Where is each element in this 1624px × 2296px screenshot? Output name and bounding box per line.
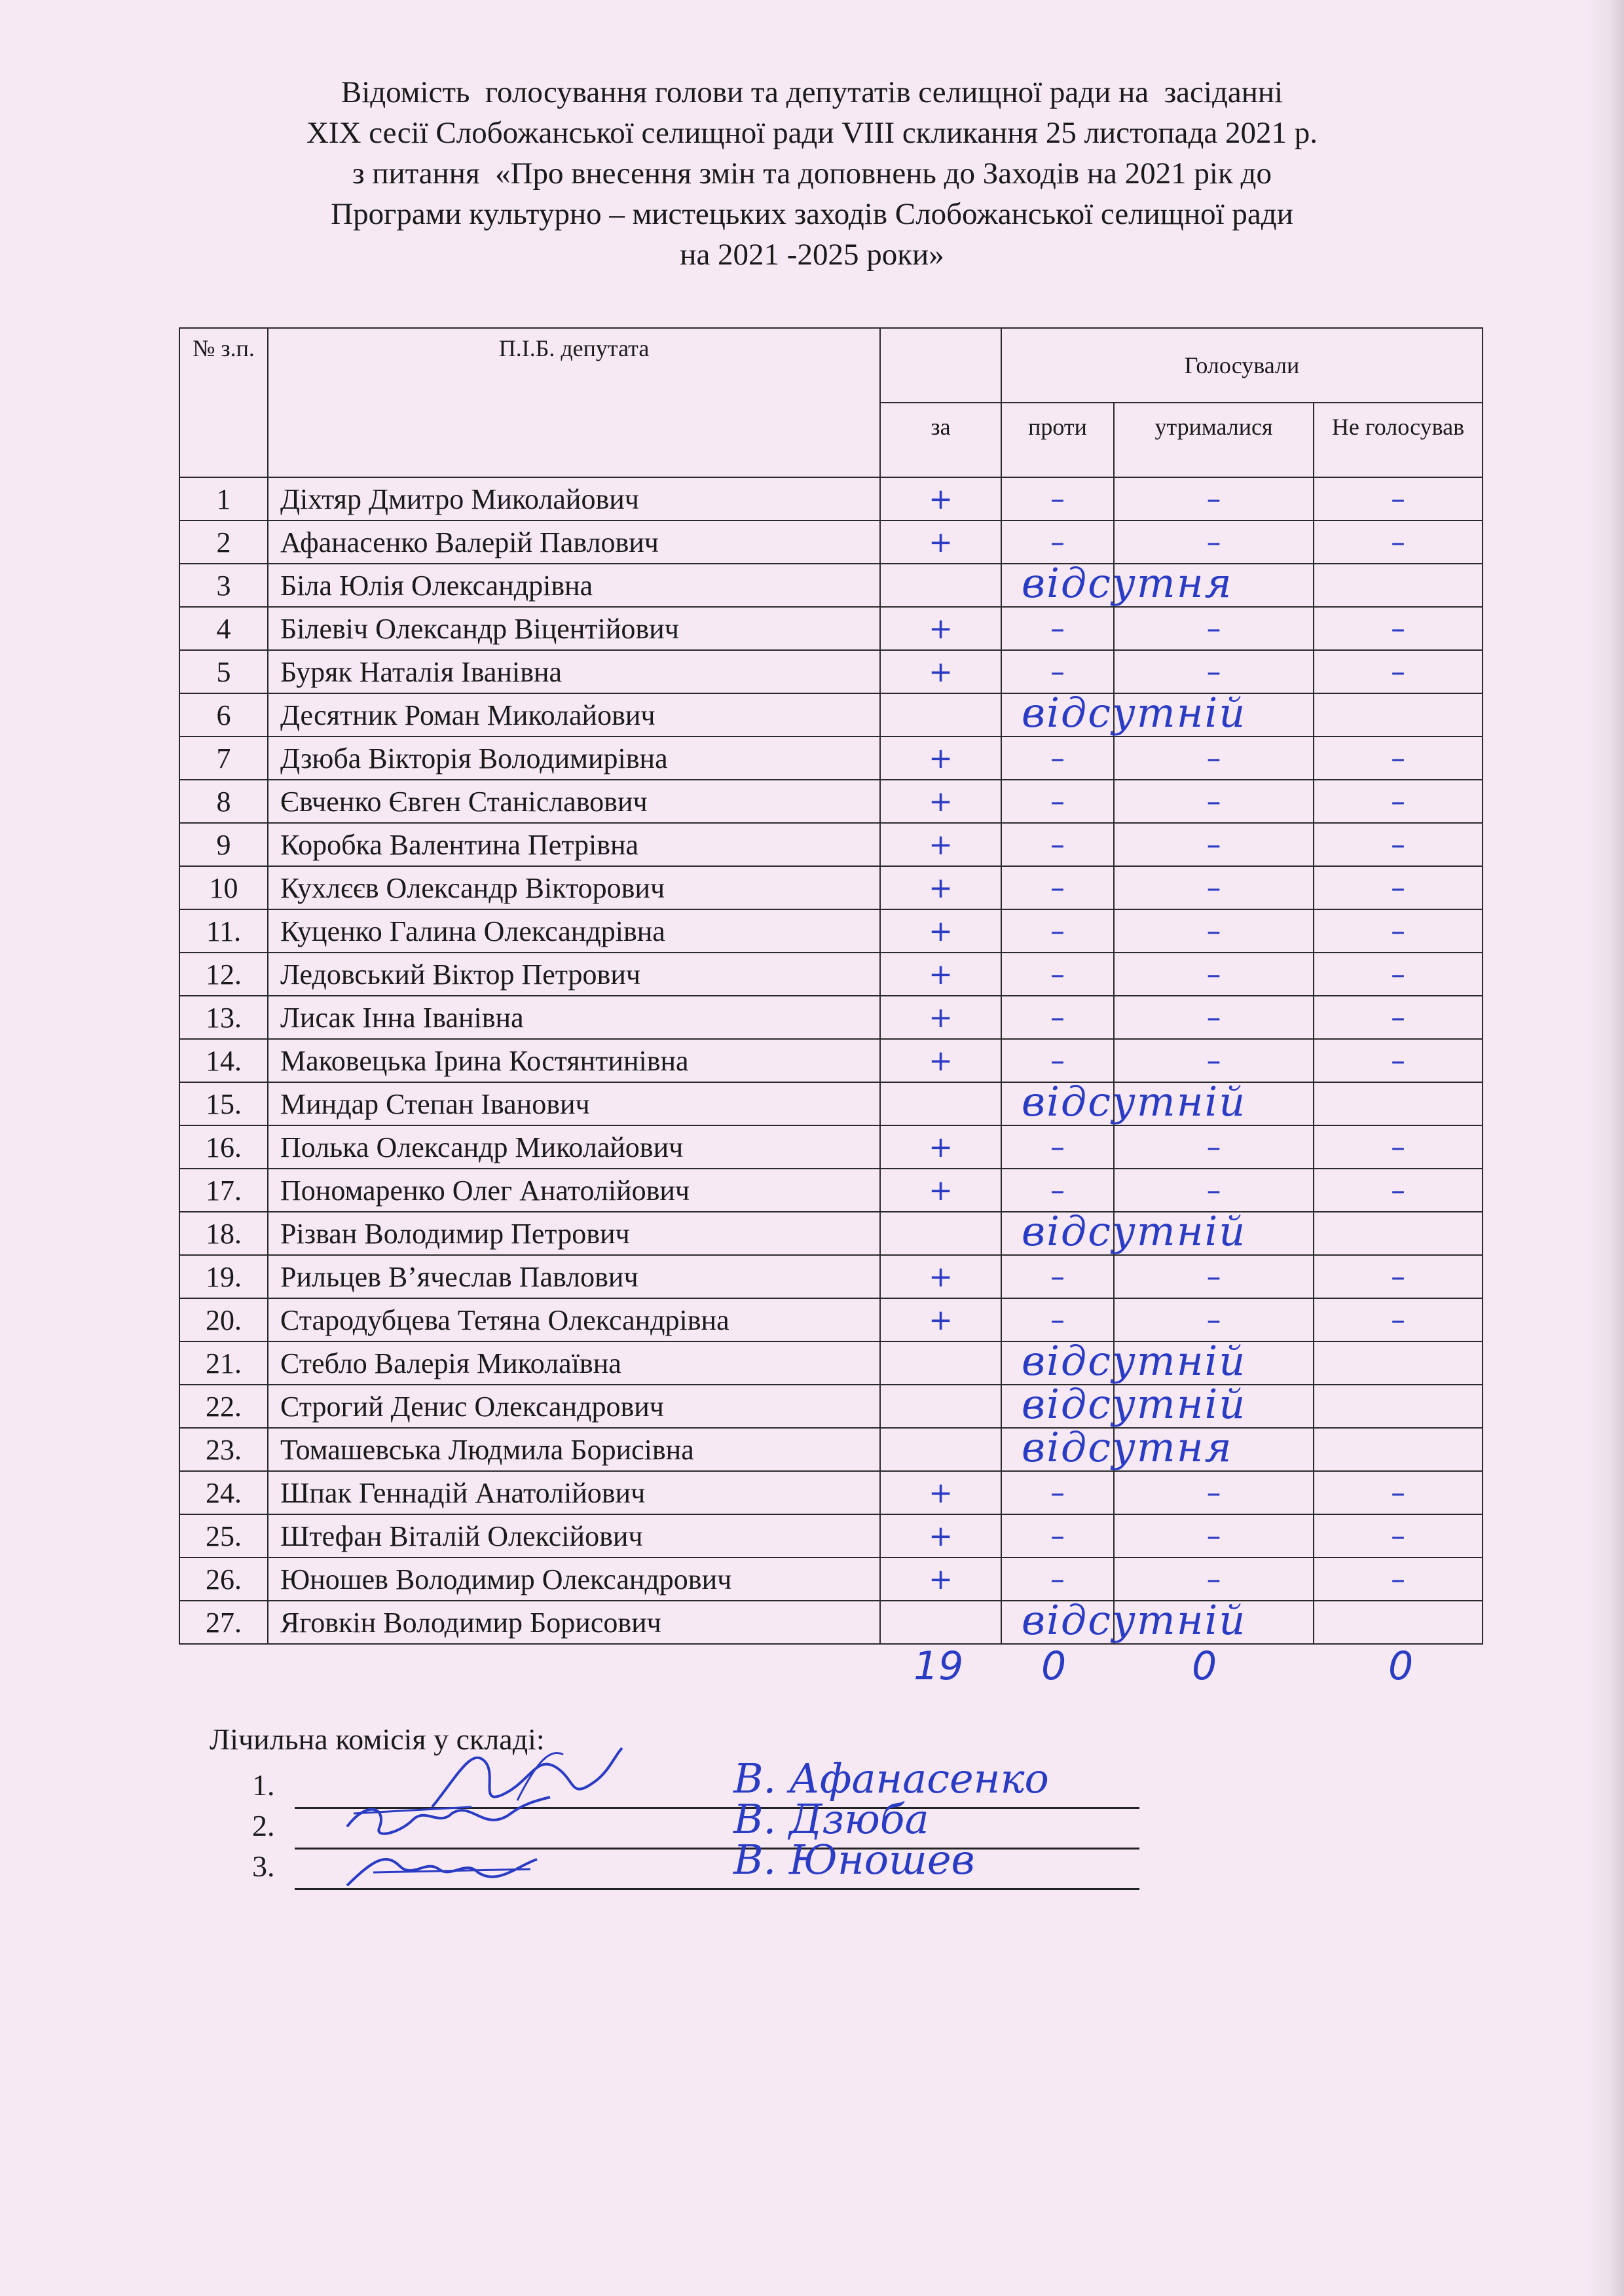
document-title	[170, 72, 1454, 275]
table-row	[179, 780, 1483, 823]
table-row	[179, 1169, 1483, 1212]
vote-abstained-mark: –	[1114, 520, 1314, 564]
table-row	[179, 650, 1483, 693]
header-abstained: утрималися	[1114, 403, 1314, 477]
row-name: Дзюба Вікторія Володимирівна	[268, 737, 880, 780]
table-row	[179, 1341, 1483, 1385]
header-not-voted: Не голосував	[1314, 403, 1483, 477]
vote-abstained-mark: –	[1114, 1298, 1314, 1341]
vote-abstained-mark: –	[1114, 909, 1314, 953]
row-number: 15.	[179, 1082, 268, 1125]
vote-abstained-mark: –	[1114, 1514, 1314, 1558]
row-name: Шпак Геннадій Анатолійович	[268, 1471, 880, 1514]
vote-not-voted-mark: –	[1314, 780, 1483, 823]
vote-for-mark: +	[880, 780, 1001, 823]
row-name: Яговкін Володимир Борисович	[268, 1601, 880, 1644]
vote-not-voted-mark: –	[1314, 650, 1483, 693]
vote-against-mark: –	[1001, 909, 1114, 953]
commission-num-2: 2.	[252, 1809, 275, 1842]
vote-not-voted-mark	[1314, 564, 1483, 607]
row-number: 23.	[179, 1428, 268, 1471]
vote-for-mark: +	[880, 996, 1001, 1039]
commission-name-3: В. Юношев	[733, 1836, 975, 1884]
row-number: 6	[179, 693, 268, 737]
vote-against-mark: –	[1001, 1125, 1114, 1169]
table-row	[179, 693, 1483, 737]
vote-against-mark: –	[1001, 607, 1114, 650]
vote-for-mark: +	[880, 737, 1001, 780]
row-number: 7	[179, 737, 268, 780]
vote-against-mark: –	[1001, 1169, 1114, 1212]
row-number: 16.	[179, 1125, 268, 1169]
vote-not-voted-mark: –	[1314, 996, 1483, 1039]
vote-against-mark: –	[1001, 1514, 1114, 1558]
vote-against-mark: –	[1001, 953, 1114, 996]
vote-against-mark: –	[1001, 780, 1114, 823]
row-name: Діхтяр Дмитро Миколайович	[268, 477, 880, 520]
vote-for-mark	[880, 1385, 1001, 1428]
vote-against-mark: –	[1001, 996, 1114, 1039]
row-name: Строгий Денис Олександрович	[268, 1385, 880, 1428]
header-against: проти	[1001, 403, 1114, 477]
row-name: Стародубцева Тетяна Олександрівна	[268, 1298, 880, 1341]
vote-against-mark: –	[1001, 1558, 1114, 1601]
absent-note: відсутній	[1022, 1596, 1247, 1644]
vote-abstained-mark: –	[1114, 866, 1314, 909]
vote-not-voted-mark: –	[1314, 1125, 1483, 1169]
row-name: Афанасенко Валерій Павлович	[268, 520, 880, 564]
row-number: 22.	[179, 1385, 268, 1428]
table-row	[179, 1514, 1483, 1558]
signature-3	[334, 1833, 544, 1899]
table-row	[179, 737, 1483, 780]
table-row	[179, 866, 1483, 909]
row-number: 21.	[179, 1341, 268, 1385]
vote-for-mark	[880, 693, 1001, 737]
vote-abstained-mark: –	[1114, 1558, 1314, 1601]
vote-for-mark: +	[880, 1039, 1001, 1082]
vote-abstained-mark: –	[1114, 737, 1314, 780]
vote-for-mark	[880, 1341, 1001, 1385]
row-number: 26.	[179, 1558, 268, 1601]
header-number: № з.п.	[179, 328, 268, 477]
vote-abstained-mark: –	[1114, 1125, 1314, 1169]
table-row	[179, 1039, 1483, 1082]
commission-num-1: 1.	[252, 1768, 275, 1802]
title-line-5: на 2021 -2025 роки»	[680, 238, 944, 272]
row-number: 10	[179, 866, 268, 909]
table-row	[179, 607, 1483, 650]
vote-abstained-mark: –	[1114, 996, 1314, 1039]
row-number: 14.	[179, 1039, 268, 1082]
row-name: Коробка Валентина Петрівна	[268, 823, 880, 866]
table-row	[179, 1212, 1483, 1255]
row-number: 8	[179, 780, 268, 823]
row-number: 20.	[179, 1298, 268, 1341]
vote-not-voted-mark: –	[1314, 477, 1483, 520]
vote-not-voted-mark: –	[1314, 1514, 1483, 1558]
row-name: Білевіч Олександр Віцентійович	[268, 607, 880, 650]
row-name: Лисак Інна Іванівна	[268, 996, 880, 1039]
row-name: Десятник Роман Миколайович	[268, 693, 880, 737]
vote-against-mark: –	[1001, 520, 1114, 564]
vote-not-voted-mark: –	[1314, 1558, 1483, 1601]
table-row	[179, 909, 1483, 953]
title-line-3: з питання «Про внесення змін та доповнень до Заходів на 2021 рік до	[352, 156, 1272, 191]
total-for: 19	[913, 1643, 964, 1689]
absent-note: відсутній	[1022, 1078, 1247, 1125]
table-row	[179, 477, 1483, 520]
vote-not-voted-mark	[1314, 693, 1483, 737]
absent-note: відсутня	[1022, 1423, 1233, 1471]
row-number: 19.	[179, 1255, 268, 1298]
vote-not-voted-mark	[1314, 1212, 1483, 1255]
row-number: 13.	[179, 996, 268, 1039]
row-number: 9	[179, 823, 268, 866]
vote-abstained-mark: –	[1114, 1039, 1314, 1082]
table-row	[179, 564, 1483, 607]
row-name: Штефан Віталій Олексійович	[268, 1514, 880, 1558]
vote-for-mark: +	[880, 1298, 1001, 1341]
vote-not-voted-mark	[1314, 1385, 1483, 1428]
vote-abstained-mark: –	[1114, 650, 1314, 693]
commission-num-3: 3.	[252, 1850, 275, 1883]
header-name: П.І.Б. депутата	[268, 328, 880, 477]
vote-for-mark	[880, 1082, 1001, 1125]
vote-against-mark: –	[1001, 1471, 1114, 1514]
row-name: Полька Олександр Миколайович	[268, 1125, 880, 1169]
row-number: 11.	[179, 909, 268, 953]
vote-not-voted-mark	[1314, 1341, 1483, 1385]
title-line-2: XIX сесії Слобожанської селищної ради VIII скликання 25 листопада 2021 р.	[306, 116, 1318, 150]
absent-note: відсутній	[1022, 1380, 1247, 1428]
commission-name-2: В. Дзюба	[733, 1795, 929, 1843]
vote-against-mark: –	[1001, 650, 1114, 693]
vote-not-voted-mark: –	[1314, 737, 1483, 780]
table-row	[179, 1601, 1483, 1644]
row-name: Пономаренко Олег Анатолійович	[268, 1169, 880, 1212]
vote-against-mark: –	[1001, 823, 1114, 866]
vote-not-voted-mark: –	[1314, 866, 1483, 909]
row-number: 4	[179, 607, 268, 650]
row-name: Стебло Валерія Миколаївна	[268, 1341, 880, 1385]
row-name: Миндар Степан Іванович	[268, 1082, 880, 1125]
table-row	[179, 1125, 1483, 1169]
vote-for-mark: +	[880, 1125, 1001, 1169]
vote-abstained-mark: –	[1114, 780, 1314, 823]
vote-not-voted-mark: –	[1314, 909, 1483, 953]
vote-not-voted-mark: –	[1314, 953, 1483, 996]
row-number: 18.	[179, 1212, 268, 1255]
vote-for-mark: +	[880, 866, 1001, 909]
vote-for-mark: +	[880, 823, 1001, 866]
vote-not-voted-mark: –	[1314, 1169, 1483, 1212]
row-number: 17.	[179, 1169, 268, 1212]
row-number: 3	[179, 564, 268, 607]
table-row	[179, 1082, 1483, 1125]
vote-not-voted-mark	[1314, 1082, 1483, 1125]
absent-note: відсутній	[1022, 1337, 1247, 1385]
vote-not-voted-mark: –	[1314, 520, 1483, 564]
title-line-1: Відомість голосування голови та депутатів селищної ради на засіданні	[341, 75, 1283, 109]
table-row	[179, 1471, 1483, 1514]
absent-note: відсутній	[1022, 1207, 1247, 1255]
table-row	[179, 1298, 1483, 1341]
vote-against-mark: –	[1001, 737, 1114, 780]
row-name: Буряк Наталія Іванівна	[268, 650, 880, 693]
row-name: Юношев Володимир Олександрович	[268, 1558, 880, 1601]
table-row	[179, 1558, 1483, 1601]
table-row	[179, 520, 1483, 564]
row-number: 12.	[179, 953, 268, 996]
vote-for-mark	[880, 1212, 1001, 1255]
header-empty	[880, 328, 1001, 403]
row-name: Рильцев В’ячеслав Павлович	[268, 1255, 880, 1298]
table-row	[179, 996, 1483, 1039]
row-name: Різван Володимир Петрович	[268, 1212, 880, 1255]
absent-note: відсутній	[1022, 689, 1247, 737]
voting-table	[179, 327, 1483, 1645]
vote-for-mark: +	[880, 909, 1001, 953]
table-row	[179, 953, 1483, 996]
vote-for-mark	[880, 1428, 1001, 1471]
page-edge	[1585, 0, 1624, 2296]
vote-not-voted-mark: –	[1314, 1255, 1483, 1298]
vote-for-mark: +	[880, 1514, 1001, 1558]
row-name: Томашевська Людмила Борисівна	[268, 1428, 880, 1471]
vote-for-mark: +	[880, 520, 1001, 564]
vote-not-voted-mark: –	[1314, 1039, 1483, 1082]
commission-label: Лічильна комісія у складі:	[210, 1722, 545, 1756]
header-for: за	[880, 403, 1001, 477]
table-row	[179, 1255, 1483, 1298]
vote-against-mark: –	[1001, 1039, 1114, 1082]
row-number: 2	[179, 520, 268, 564]
table-row	[179, 1385, 1483, 1428]
vote-not-voted-mark	[1314, 1428, 1483, 1471]
vote-for-mark: +	[880, 607, 1001, 650]
title-line-4: Програми культурно – мистецьких заходів Слобожанської селищної ради	[331, 197, 1293, 231]
vote-for-mark: +	[880, 1471, 1001, 1514]
vote-not-voted-mark: –	[1314, 823, 1483, 866]
vote-for-mark: +	[880, 650, 1001, 693]
vote-for-mark: +	[880, 477, 1001, 520]
row-number: 24.	[179, 1471, 268, 1514]
vote-against-mark: –	[1001, 1255, 1114, 1298]
vote-abstained-mark: –	[1114, 477, 1314, 520]
absent-note: відсутня	[1022, 559, 1233, 607]
row-name: Кухлєєв Олександр Вікторович	[268, 866, 880, 909]
row-name: Євченко Євген Станіславович	[268, 780, 880, 823]
row-number: 25.	[179, 1514, 268, 1558]
vote-for-mark: +	[880, 1169, 1001, 1212]
vote-for-mark	[880, 1601, 1001, 1644]
vote-abstained-mark: –	[1114, 1169, 1314, 1212]
vote-against-mark: –	[1001, 866, 1114, 909]
row-number: 1	[179, 477, 268, 520]
table-row	[179, 1428, 1483, 1471]
vote-for-mark: +	[880, 1558, 1001, 1601]
vote-for-mark	[880, 564, 1001, 607]
vote-against-mark: –	[1001, 1298, 1114, 1341]
row-name: Куценко Галина Олександрівна	[268, 909, 880, 953]
vote-not-voted-mark: –	[1314, 607, 1483, 650]
total-against: 0	[1041, 1643, 1067, 1689]
vote-not-voted-mark: –	[1314, 1471, 1483, 1514]
vote-abstained-mark: –	[1114, 1255, 1314, 1298]
vote-for-mark: +	[880, 1255, 1001, 1298]
row-name: Маковецька Ірина Костянтинівна	[268, 1039, 880, 1082]
row-number: 27.	[179, 1601, 268, 1644]
row-number: 5	[179, 650, 268, 693]
vote-for-mark: +	[880, 953, 1001, 996]
header-voted: Голосували	[1001, 328, 1483, 403]
commission-name-1: В. Афанасенко	[733, 1755, 1049, 1802]
vote-abstained-mark: –	[1114, 953, 1314, 996]
vote-abstained-mark: –	[1114, 823, 1314, 866]
vote-not-voted-mark	[1314, 1601, 1483, 1644]
row-name: Ледовський Віктор Петрович	[268, 953, 880, 996]
table-row	[179, 823, 1483, 866]
total-not-voted: 0	[1388, 1643, 1414, 1689]
vote-not-voted-mark: –	[1314, 1298, 1483, 1341]
vote-abstained-mark: –	[1114, 1471, 1314, 1514]
vote-abstained-mark: –	[1114, 607, 1314, 650]
vote-against-mark: –	[1001, 477, 1114, 520]
total-abstained: 0	[1192, 1643, 1217, 1689]
row-name: Біла Юлія Олександрівна	[268, 564, 880, 607]
